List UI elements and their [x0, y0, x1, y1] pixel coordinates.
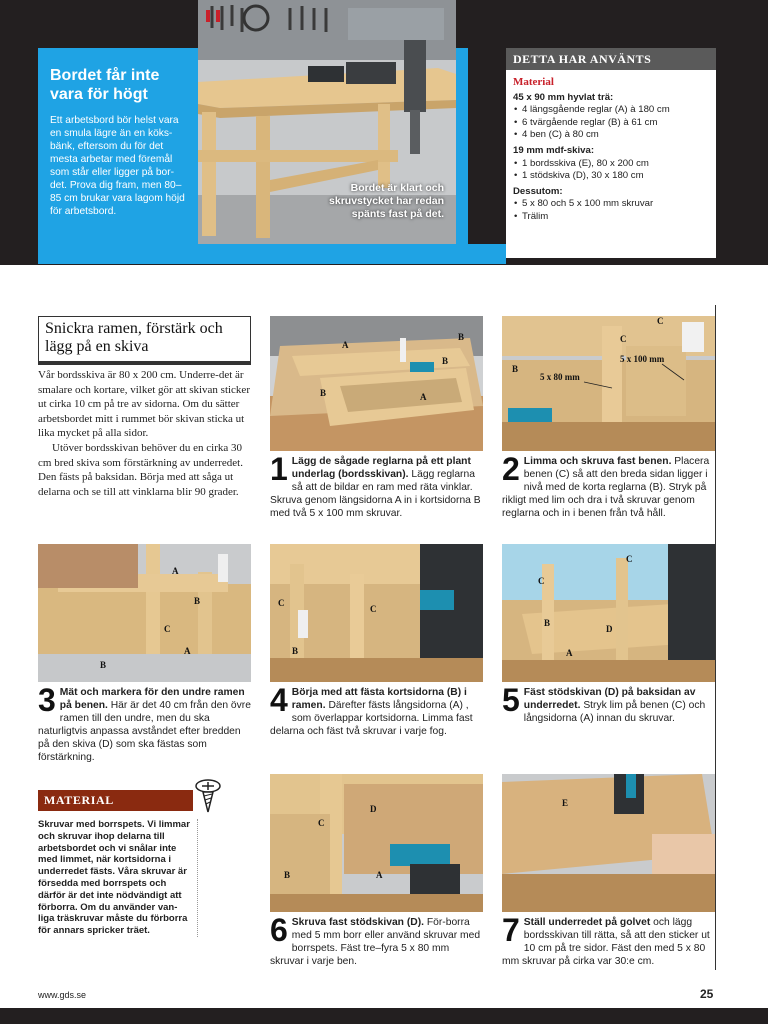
step-heading: Börja med att fästa kortsidorna (B) i ramen. [291, 687, 467, 711]
step-3-caption [38, 682, 251, 764]
photo-label: A [566, 648, 573, 658]
material-group [513, 92, 709, 142]
step-number: 6 [270, 912, 288, 948]
step-4-photo [270, 544, 483, 682]
photo-label: 5 x 80 mm [540, 372, 580, 382]
photo-label: C [278, 598, 285, 608]
photo-label: C [318, 818, 325, 828]
material-tip-lead: Skruvar med borrspets. [38, 819, 145, 830]
step-number: 5 [502, 682, 520, 718]
step-number: 7 [502, 912, 520, 948]
photo-label: B [512, 364, 519, 374]
step-heading: Mät och markera för den undre ramen på benen. [59, 687, 245, 711]
photo-label: C [657, 316, 664, 326]
step-text: Lägg reglarna så att de bildar en ram med räta vinklar. Skruva genom längsidorna A in i kortsidorna B med två 5 x 100 mm skruvar. [270, 469, 481, 519]
material-tip-text [38, 819, 198, 937]
photo-label: C [626, 554, 633, 564]
material-group-title: 19 mm mdf-skiva: [513, 144, 595, 156]
photo-label: B [442, 356, 449, 366]
photo-label: B [292, 646, 299, 656]
step-5-photo [502, 544, 715, 682]
step-text: Stryk lim på benen (C) och långsidorna (A) innan du skruvar. [523, 700, 706, 724]
photo-label: B [458, 332, 465, 342]
photo-label: A [172, 566, 179, 576]
column-rule [715, 305, 716, 970]
page-number: 25 [700, 987, 714, 1001]
step-2-caption [502, 451, 715, 520]
section-title: Snickra ramen, förstärk och lägg på en skiva [38, 316, 251, 362]
photo-label: B [544, 618, 551, 628]
photo-label: C [538, 576, 545, 586]
hero-workbench-photo [198, 0, 456, 244]
materials-used-box [506, 48, 716, 258]
material-item: • 4 ben (C) à 80 cm [513, 129, 709, 142]
material-tip-heading: MATERIAL [38, 790, 193, 811]
photo-label: B [284, 870, 291, 880]
photo-label: D [370, 804, 377, 814]
step-heading: Fäst stödskivan (D) på baksidan av underredet. [523, 687, 696, 711]
step-text: Här är det 40 cm från den övre ramen till den undre, men du ska naturligtvis anpassa avståndet efter bredden på den skiva (D) som ska fästas som förstärkning. [38, 700, 251, 763]
intro-paragraph: Vår bordsskiva är 80 x 200 cm. Underre-det är smalare och kortare, vilket gör att skivan sticker ut cirka 10 cm på tre av sidorna. Om du sätter arbetsbordet mitt i rummet bör skivan sticka ut lika mycket på alla sidor. [38, 369, 250, 440]
hero-frame-right [456, 48, 468, 264]
step-3-photo [38, 544, 251, 682]
material-tip-box [38, 790, 198, 937]
material-item: • 5 x 80 och 5 x 100 mm skruvar [513, 198, 709, 211]
step-heading: Lägg de sågade reglarna på ett plant underlag (bordsskivan). [291, 456, 471, 480]
step-1-caption [270, 451, 483, 520]
material-tip-body: Vi limmar och skruvar ihop delarna till arbetsbordet och vi snålar inte med limmet, när kortsidorna i underredet fästs. Våra skruvar är försedda med borrspets och därför är det inte nödvändigt att förborra. Om du använder van-liga träskruvar måste du förborra för annars spricker träet. [38, 819, 190, 937]
photo-label: A [342, 340, 349, 350]
material-item: • 4 längsgående reglar (A) à 180 cm [513, 104, 709, 117]
photo-label: A [376, 870, 383, 880]
material-item: • 6 tvärgående reglar (B) à 61 cm [513, 117, 709, 130]
intro-paragraph: Utöver bordsskivan behöver du en cirka 30 cm bred skiva som förstärkning av underredet. Den fästs på baksidan. Börja med att såga ut delarna och se till att vinklarna blir 90 grader. [38, 441, 243, 498]
hero-caption: Bordet är klart och skruvstycket har redan spänts fast på det. [329, 182, 444, 220]
step-2-photo [502, 316, 715, 451]
material-item: • 1 bordsskiva (E), 80 x 200 cm [513, 158, 709, 171]
photo-label: C [370, 604, 377, 614]
step-number: 4 [270, 682, 288, 718]
photo-label: B [100, 660, 107, 670]
material-group-title: Dessutom: [513, 185, 563, 197]
step-heading: Skruva fast stödskivan (D). [291, 917, 424, 928]
materials-label: Material [513, 76, 554, 88]
material-group-title: 45 x 90 mm hyvlat trä: [513, 91, 614, 103]
hero-body: Ett arbetsbord bör helst vara en smula lägre än en köks-bänk, eftersom du för det mesta arbetar med föremål som står eller ligger på bor-det. Prova dig fram, men 80–85 cm brukar vara lagom höjd för arbetsbord. [50, 115, 185, 217]
material-group [513, 186, 709, 224]
materials-used-heading: DETTA HAR ANVÄNTS [506, 48, 716, 70]
intro-text [38, 368, 251, 499]
step-text: För-borra med 5 mm borr eller använd skruvar med borrspets. Fäst tre–fyra 5 x 80 mm skruvar i varje ben. [270, 917, 481, 967]
step-number: 1 [270, 451, 288, 487]
bottom-band [0, 1008, 768, 1024]
step-text: Placera benen (C) så att den breda sidan ligger i nivå med de korta reglarna (B). Stryk på rikligt med lim och dra i två skruvar genom reglarna och in i benen från två håll. [502, 456, 710, 519]
step-7-photo [502, 774, 715, 912]
photo-label: C [164, 624, 171, 634]
step-4-caption [270, 682, 483, 738]
hero-title: Bordet får inte vara för högt [50, 67, 160, 103]
screw-icon [193, 778, 223, 814]
step-number: 3 [38, 682, 56, 718]
step-heading: Ställ underredet på golvet [523, 917, 651, 928]
step-1-photo [270, 316, 483, 451]
material-item: • 1 stödskiva (D), 30 x 180 cm [513, 170, 709, 183]
step-heading: Limma och skruva fast benen. [523, 456, 672, 467]
footer-url: www.gds.se [38, 990, 87, 1000]
step-6-caption [270, 912, 483, 968]
photo-label: 5 x 100 mm [620, 354, 665, 364]
photo-label: D [606, 624, 613, 634]
step-5-caption [502, 682, 715, 725]
photo-label: A [184, 646, 191, 656]
material-item: • Trälim [513, 211, 709, 224]
hero-callout [38, 48, 198, 264]
photo-label: E [562, 798, 569, 808]
step-6-photo [270, 774, 483, 912]
material-group [513, 145, 709, 183]
photo-label: B [194, 596, 201, 606]
photo-label: B [320, 388, 327, 398]
photo-label: A [420, 392, 427, 402]
step-text: Därefter fästs långsidorna (A) , som överlappar kortsidorna. Limma fast delarna och fäst två skruvar i varje fog. [270, 700, 473, 737]
photo-label: C [620, 334, 627, 344]
step-text: och lägg bordsskivan till rätta, så att den sticker ut 10 cm på tre sidor. Fäst den med 5 x 80 mm skruvar på cirka var 30:e cm. [502, 917, 710, 967]
step-7-caption [502, 912, 715, 968]
step-number: 2 [502, 451, 520, 487]
